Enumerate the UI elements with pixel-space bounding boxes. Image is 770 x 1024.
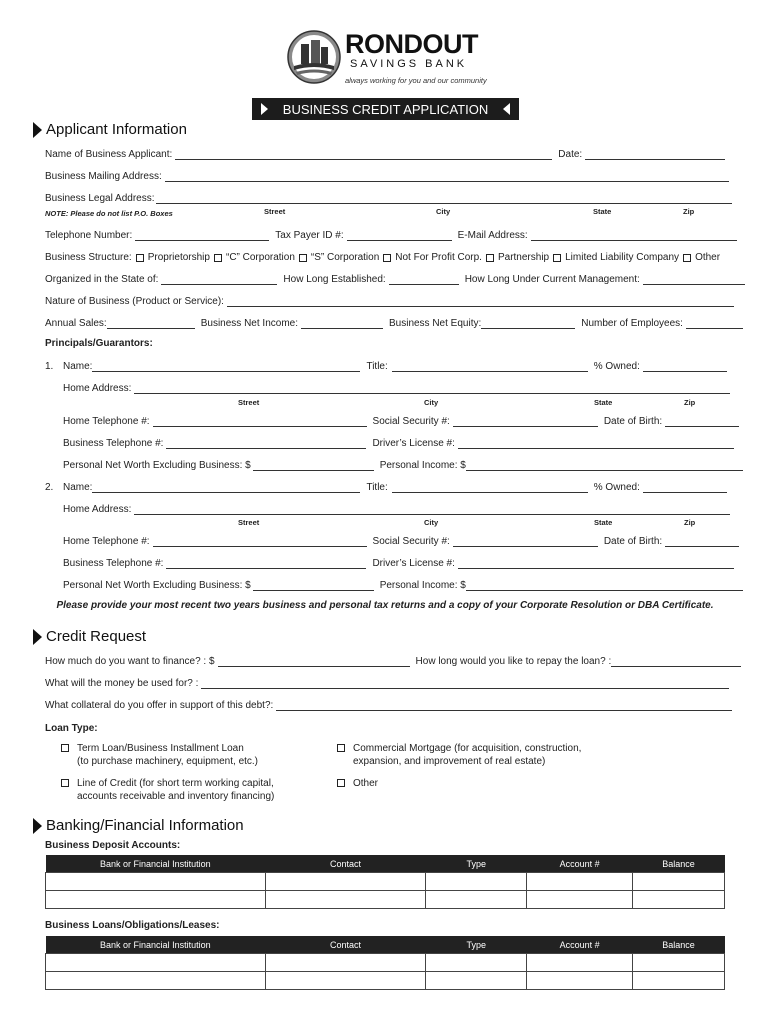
option-line: Other: [353, 778, 379, 789]
column-header: Contact: [265, 855, 426, 873]
section-arrow-icon: [33, 122, 42, 138]
principal-1-name-field[interactable]: [45, 359, 727, 372]
column-header: Contact: [265, 936, 426, 954]
input-line[interactable]: [276, 700, 732, 711]
table-cell[interactable]: [527, 972, 633, 990]
field-label: Business Telephone #:: [63, 558, 164, 569]
option-label: Limited Liability Company: [565, 252, 680, 263]
loan-option-term[interactable]: [57, 742, 258, 768]
legal-address-field[interactable]: [45, 191, 732, 204]
field-label: How Long Under Current Management:: [464, 274, 640, 285]
input-line[interactable]: [218, 656, 410, 667]
input-line[interactable]: [466, 460, 743, 471]
zip-caption: Zip: [683, 207, 695, 216]
option-line: Commercial Mortgage (for acquisition, construction,: [353, 743, 582, 754]
city-caption: City: [424, 398, 439, 407]
table-header-row: [46, 855, 725, 873]
principal-1-phone-field[interactable]: [63, 414, 739, 427]
column-header: Balance: [633, 855, 725, 873]
checkbox-commercial-mortgage[interactable]: [337, 744, 345, 752]
field-label: Home Telephone #:: [63, 416, 150, 427]
finance-amount-field[interactable]: [45, 654, 741, 667]
deposit-accounts-table: [45, 855, 725, 909]
business-structure-field: [45, 250, 720, 263]
input-line[interactable]: [347, 230, 452, 241]
input-line[interactable]: [643, 482, 727, 493]
checkbox-other-loan[interactable]: [337, 779, 345, 787]
field-label: % Owned:: [593, 482, 640, 493]
input-line[interactable]: [175, 149, 552, 160]
input-line[interactable]: [166, 438, 366, 449]
field-label: How long would you like to repay the loan? :: [415, 656, 612, 667]
section-arrow-icon: [33, 818, 42, 834]
field-label: E-Mail Address:: [457, 230, 528, 241]
principal-1-address-field[interactable]: [63, 381, 730, 394]
money-use-field[interactable]: [45, 676, 729, 689]
input-line[interactable]: [466, 580, 743, 591]
mailing-address-field[interactable]: [45, 169, 729, 182]
entry-number: 2.: [45, 482, 54, 493]
table-cell[interactable]: [265, 873, 426, 891]
column-header: Bank or Financial Institution: [46, 855, 266, 873]
input-line[interactable]: [458, 558, 734, 569]
checkbox-c-corporation[interactable]: [214, 254, 222, 262]
field-label: Number of Employees:: [581, 318, 683, 329]
checkbox-proprietorship[interactable]: [136, 254, 144, 262]
input-line[interactable]: [253, 580, 374, 591]
input-line[interactable]: [253, 460, 374, 471]
input-line[interactable]: [92, 482, 360, 493]
input-line[interactable]: [135, 230, 269, 241]
field-label: Business Structure:: [45, 252, 132, 263]
field-label: Social Security #:: [372, 416, 450, 427]
loan-option-line-of-credit[interactable]: [57, 777, 274, 803]
principal-2-networth-field[interactable]: [63, 578, 743, 591]
zip-caption: Zip: [684, 398, 696, 407]
option-label: “C” Corporation: [225, 252, 295, 263]
field-label: Home Address:: [63, 504, 132, 515]
option-line: (to purchase machinery, equipment, etc.): [77, 756, 259, 767]
principal-1-networth-field[interactable]: [63, 458, 743, 471]
table-cell[interactable]: [265, 891, 426, 909]
principal-1-business-phone-field[interactable]: [63, 436, 734, 449]
business-name-field[interactable]: [45, 147, 725, 160]
principal-2-address-field[interactable]: [63, 502, 730, 515]
field-label: % Owned:: [593, 361, 640, 372]
input-line[interactable]: [166, 558, 366, 569]
input-line[interactable]: [392, 482, 588, 493]
table-row: [46, 954, 725, 972]
field-label: Business Mailing Address:: [45, 171, 162, 182]
input-line[interactable]: [161, 274, 277, 285]
field-label: How Long Established:: [283, 274, 386, 285]
principals-heading: Principals/Guarantors:: [45, 338, 153, 349]
city-caption: City: [424, 518, 439, 527]
option-label: Partnership: [497, 252, 550, 263]
field-label: Title:: [366, 361, 388, 372]
table-cell[interactable]: [426, 972, 527, 990]
field-label: Driver’s License #:: [372, 438, 455, 449]
checkbox-s-corporation[interactable]: [299, 254, 307, 262]
column-header: Account #: [527, 855, 633, 873]
table-cell[interactable]: [46, 972, 266, 990]
input-line[interactable]: [643, 274, 745, 285]
input-line[interactable]: [665, 416, 739, 427]
field-label: Personal Income: $: [379, 460, 466, 471]
checkbox-partnership[interactable]: [486, 254, 494, 262]
bank-tagline: always working for you and our community: [345, 76, 487, 85]
option-line: expansion, and improvement of real estate): [353, 756, 546, 767]
section-arrow-icon: [33, 629, 42, 645]
table-row: [46, 891, 725, 909]
table-cell[interactable]: [426, 954, 527, 972]
table-cell[interactable]: [633, 891, 725, 909]
bank-subname: SAVINGS BANK: [350, 58, 468, 70]
table-row: [46, 972, 725, 990]
section-heading: Credit Request: [46, 628, 147, 645]
field-label: Home Address:: [63, 383, 132, 394]
nature-field[interactable]: [45, 294, 734, 307]
input-line[interactable]: [458, 438, 734, 449]
input-line[interactable]: [453, 536, 598, 547]
table-cell[interactable]: [527, 954, 633, 972]
street-caption: Street: [238, 518, 260, 527]
input-line[interactable]: [481, 318, 575, 329]
field-label: Tax Payer ID #:: [275, 230, 344, 241]
field-label: Telephone Number:: [45, 230, 133, 241]
option-label: “S” Corporation: [310, 252, 380, 263]
option-label: Not For Profit Corp.: [395, 252, 482, 263]
state-caption: State: [594, 398, 613, 407]
field-label: Business Net Income:: [200, 318, 298, 329]
section-heading: Banking/Financial Information: [46, 817, 244, 834]
bank-logo: [287, 30, 341, 84]
section-credit-request: [33, 628, 146, 645]
loans-obligations-table: [45, 936, 725, 990]
deposit-accounts-label: Business Deposit Accounts:: [45, 840, 181, 851]
field-label: Name:: [63, 361, 93, 372]
form-title: BUSINESS CREDIT APPLICATION: [282, 101, 489, 117]
loan-type-label: Loan Type:: [45, 723, 98, 734]
column-header: Type: [426, 855, 527, 873]
field-label: Annual Sales:: [45, 318, 107, 329]
loan-option-other[interactable]: [333, 777, 378, 790]
field-label: Home Telephone #:: [63, 536, 150, 547]
section-banking-information: [33, 817, 244, 834]
principal-2-name-field[interactable]: [45, 480, 727, 493]
field-label: Date:: [558, 149, 583, 160]
column-header: Account #: [527, 936, 633, 954]
field-label: Personal Income: $: [379, 580, 466, 591]
input-line[interactable]: [611, 656, 741, 667]
form-title-bar: [252, 98, 519, 120]
field-label: Business Legal Address:: [45, 193, 155, 204]
table-cell[interactable]: [426, 891, 527, 909]
bank-seal-icon: [287, 30, 341, 84]
field-label: How much do you want to finance? : $: [45, 656, 215, 667]
street-caption: Street: [238, 398, 260, 407]
input-line[interactable]: [686, 318, 743, 329]
table-cell[interactable]: [633, 954, 725, 972]
input-line[interactable]: [392, 361, 588, 372]
option-line: Line of Credit (for short term working capital,: [77, 778, 274, 789]
input-line[interactable]: [201, 678, 729, 689]
table-cell[interactable]: [527, 891, 633, 909]
option-label: Other: [695, 252, 721, 263]
table-row: [46, 873, 725, 891]
field-label: Business Telephone #:: [63, 438, 164, 449]
telephone-field[interactable]: [45, 228, 737, 241]
table-cell[interactable]: [633, 972, 725, 990]
input-line[interactable]: [107, 318, 195, 329]
state-caption: State: [593, 207, 612, 216]
input-line[interactable]: [531, 230, 737, 241]
triangle-left-icon: [503, 103, 510, 115]
field-label: Organized in the State of:: [45, 274, 159, 285]
input-line[interactable]: [585, 149, 725, 160]
financials-field[interactable]: [45, 316, 743, 329]
table-cell[interactable]: [265, 954, 426, 972]
table-cell[interactable]: [527, 873, 633, 891]
section-heading: Applicant Information: [46, 121, 187, 138]
organized-field[interactable]: [45, 272, 745, 285]
city-caption: City: [436, 207, 451, 216]
zip-caption: Zip: [684, 518, 696, 527]
table-cell[interactable]: [46, 891, 266, 909]
table-cell[interactable]: [46, 954, 266, 972]
field-label: Name:: [63, 482, 93, 493]
table-cell[interactable]: [633, 873, 725, 891]
field-label: Social Security #:: [372, 536, 450, 547]
checkbox-line-of-credit[interactable]: [61, 779, 69, 787]
po-box-note: NOTE: Please do not list P.O. Boxes: [45, 209, 173, 218]
principal-2-phone-field[interactable]: [63, 534, 739, 547]
table-cell[interactable]: [426, 873, 527, 891]
column-header: Balance: [633, 936, 725, 954]
section-applicant-information: [33, 121, 187, 138]
field-label: Title:: [366, 482, 388, 493]
tax-return-note: Please provide your most recent two years business and personal tax returns and a copy of your Corporate Resolution or DBA Certificate.: [56, 600, 714, 611]
input-line[interactable]: [301, 318, 383, 329]
input-line[interactable]: [665, 536, 739, 547]
field-label: Date of Birth:: [603, 536, 663, 547]
loans-obligations-label: Business Loans/Obligations/Leases:: [45, 920, 220, 931]
option-label: Proprietorship: [147, 252, 210, 263]
bank-name: RONDOUT: [345, 29, 478, 59]
principal-2-business-phone-field[interactable]: [63, 556, 734, 569]
entry-number: 1.: [45, 361, 54, 372]
input-line[interactable]: [134, 383, 730, 394]
input-line[interactable]: [156, 193, 732, 204]
field-label: Business Net Equity:: [388, 318, 482, 329]
field-label: What collateral do you offer in support of this debt?:: [45, 700, 274, 711]
checkbox-llc[interactable]: [553, 254, 561, 262]
input-line[interactable]: [165, 171, 729, 182]
input-line[interactable]: [134, 504, 730, 515]
input-line[interactable]: [453, 416, 598, 427]
table-cell[interactable]: [265, 972, 426, 990]
field-label: Date of Birth:: [603, 416, 663, 427]
table-cell[interactable]: [46, 873, 266, 891]
field-label: Driver’s License #:: [372, 558, 455, 569]
checkbox-other[interactable]: [683, 254, 691, 262]
input-line[interactable]: [643, 361, 727, 372]
input-line[interactable]: [153, 416, 367, 427]
loan-option-mortgage[interactable]: [333, 742, 581, 768]
input-line[interactable]: [92, 361, 360, 372]
field-label: Nature of Business (Product or Service):: [45, 296, 224, 307]
triangle-right-icon: [261, 103, 268, 115]
table-header-row: [46, 936, 725, 954]
field-label: Name of Business Applicant:: [45, 149, 173, 160]
state-caption: State: [594, 518, 613, 527]
field-label: Personal Net Worth Excluding Business: $: [63, 580, 251, 591]
column-header: Type: [426, 936, 527, 954]
input-line[interactable]: [227, 296, 734, 307]
checkbox-term-loan[interactable]: [61, 744, 69, 752]
field-label: What will the money be used for? :: [45, 678, 199, 689]
option-line: accounts receivable and inventory financing): [77, 791, 275, 802]
column-header: Bank or Financial Institution: [46, 936, 266, 954]
field-label: Personal Net Worth Excluding Business: $: [63, 460, 251, 471]
option-line: Term Loan/Business Installment Loan: [77, 743, 244, 754]
street-caption: Street: [264, 207, 286, 216]
checkbox-not-for-profit[interactable]: [383, 254, 391, 262]
input-line[interactable]: [389, 274, 459, 285]
input-line[interactable]: [153, 536, 367, 547]
collateral-field[interactable]: [45, 698, 732, 711]
